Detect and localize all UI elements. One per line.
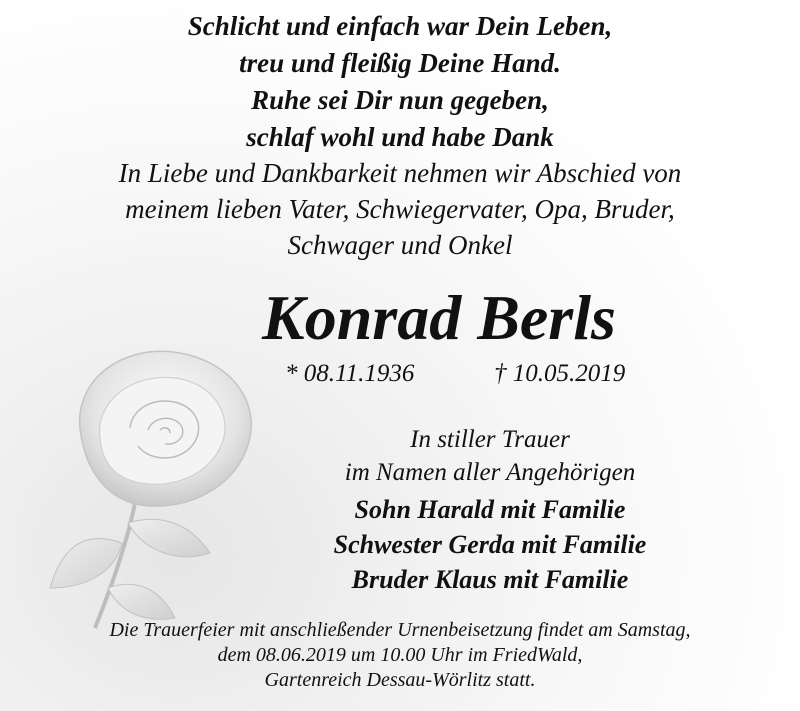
mourners-intro-line: im Namen aller Angehörigen [344, 459, 636, 486]
poem-line: treu und fleißig Deine Hand. [239, 48, 561, 78]
deceased-name: Konrad Berls [262, 282, 616, 353]
mourners-intro [230, 423, 750, 489]
poem-line: Ruhe sei Dir nun gegeben, [251, 85, 549, 115]
funeral-info [0, 618, 800, 693]
funeral-info-line: dem 08.06.2019 um 10.00 Uhr im FriedWald, [217, 644, 583, 666]
poem-verse [0, 8, 800, 156]
poem-line: Schlicht und einfach war Dein Leben, [187, 11, 613, 41]
intro-line: meinem lieben Vater, Schwiegervater, Opa, Bruder, [125, 194, 675, 224]
family-member: Bruder Klaus mit Familie [351, 565, 629, 594]
death-date: † 10.05.2019 [494, 360, 626, 387]
funeral-info-line: Die Trauerfeier mit anschließender Urnenbeisetzung findet am Samstag, [109, 619, 691, 641]
farewell-intro [0, 155, 800, 263]
family-list [230, 492, 750, 597]
funeral-info-line: Gartenreich Dessau-Wörlitz statt. [264, 669, 536, 691]
intro-line: In Liebe und Dankbarkeit nehmen wir Abschied von [118, 158, 682, 188]
family-member: Schwester Gerda mit Familie [333, 530, 647, 559]
mourners-intro-line: In stiller Trauer [410, 426, 570, 453]
poem-line: schlaf wohl und habe Dank [246, 122, 554, 152]
intro-line: Schwager und Onkel [287, 230, 513, 260]
family-member: Sohn Harald mit Familie [354, 495, 626, 524]
birth-date: * 08.11.1936 [285, 360, 415, 387]
